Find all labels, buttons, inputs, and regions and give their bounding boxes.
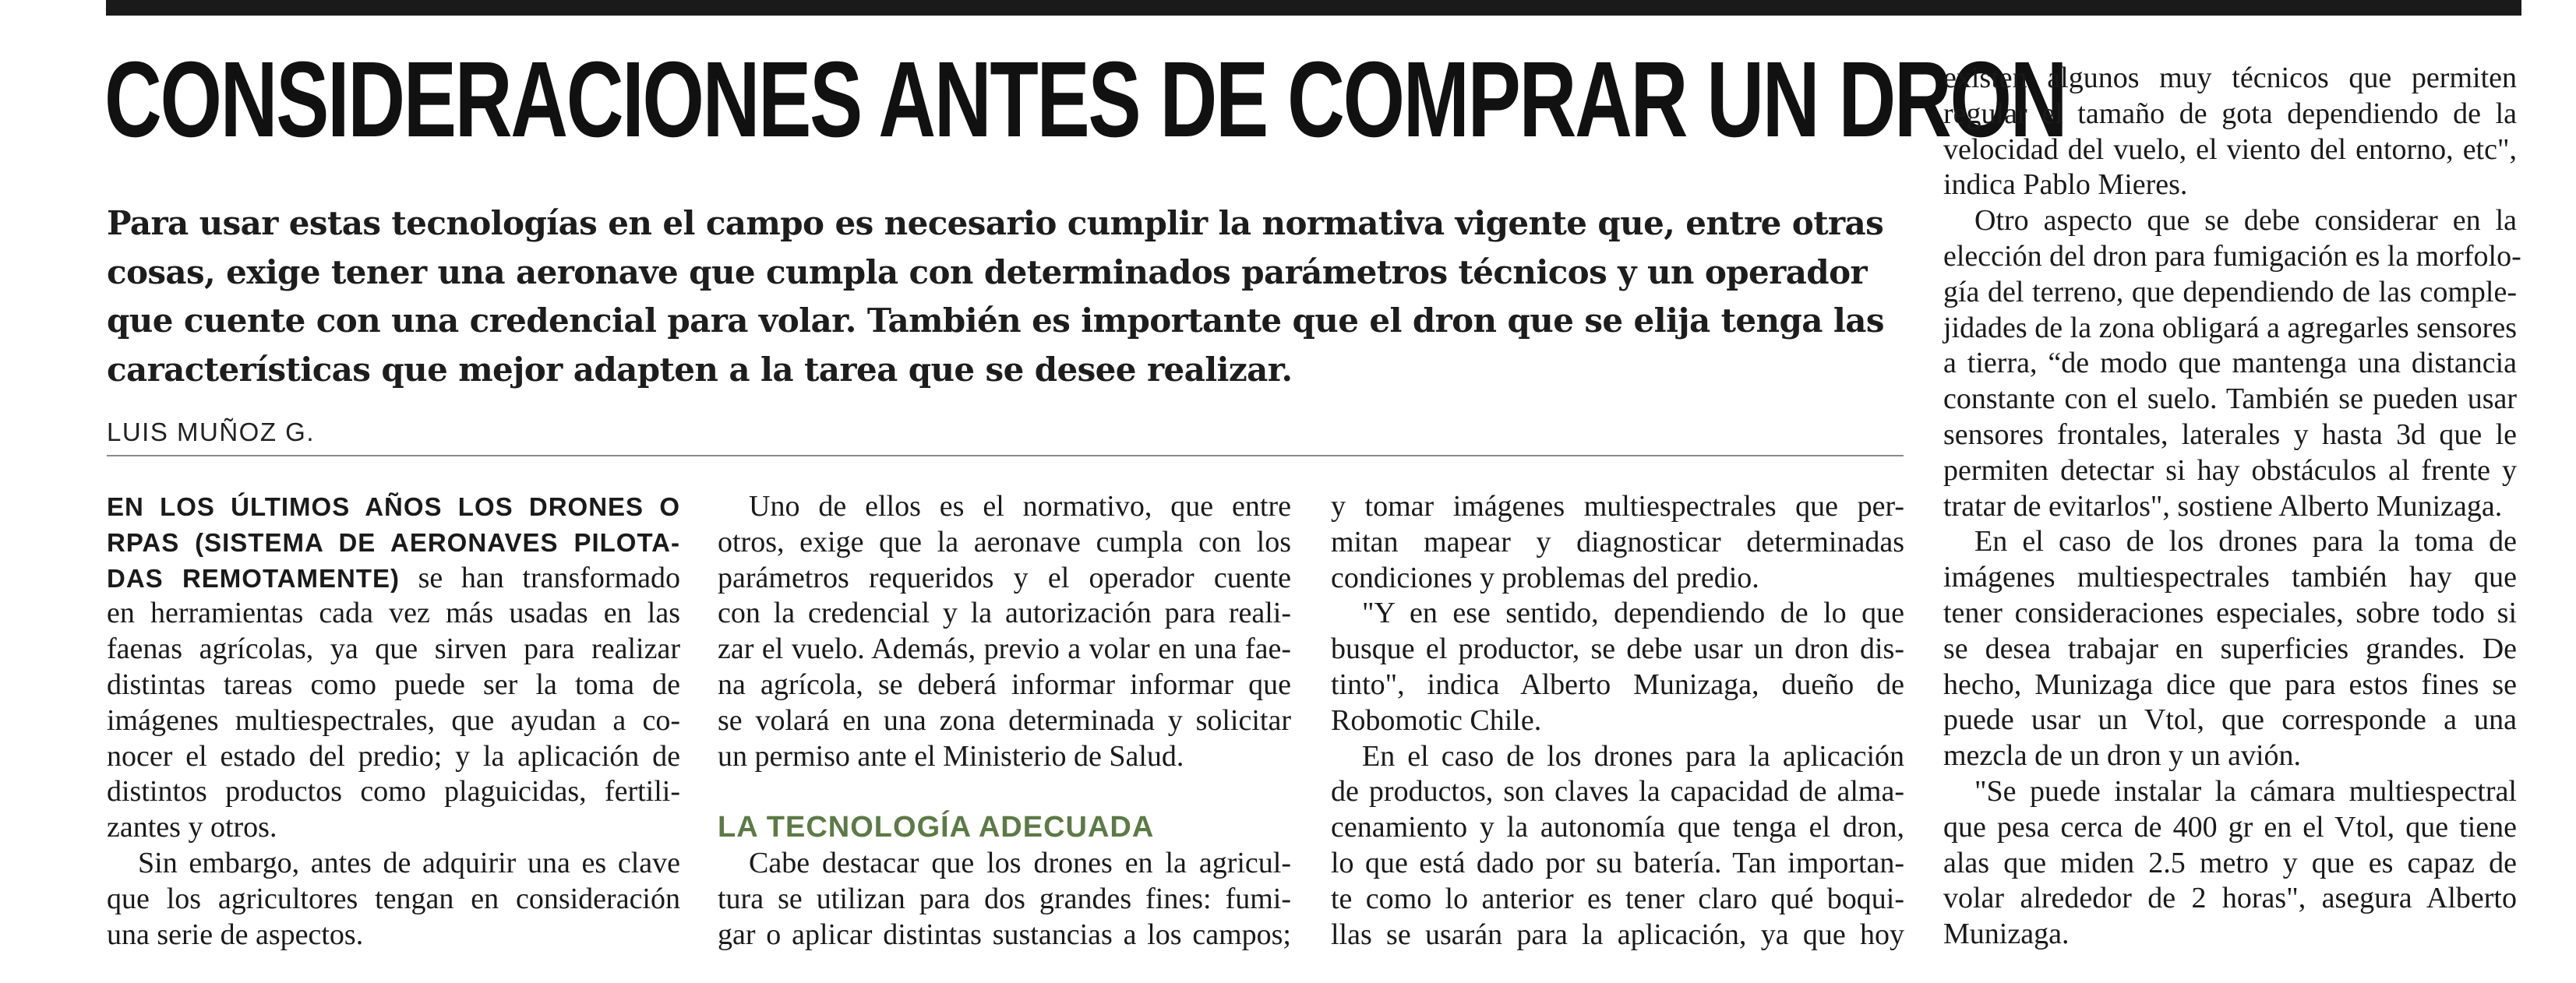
text-line [1943,703,2517,738]
body-text: otros, exige que la aeronave cumpla con los [718,525,1291,558]
body-text: se volará en una zona determinada y solicitar [718,703,1291,737]
body-text: con la credencial y la autorización para reali- [718,597,1291,630]
text-line [1943,632,2517,668]
body-text: regular el tamaño de gota dependiendo de la [1943,97,2517,130]
text-line [1943,596,2517,632]
text-line [718,918,1291,953]
text-line [107,596,680,632]
text-line [1331,703,1904,739]
text-line [1943,203,2517,239]
text-line [1331,882,1904,918]
body-text: velocidad del vuelo, el viento del entorno, etc", [1943,132,2517,166]
body-text: mitan mapear y diagnosticar determinadas [1331,525,1904,558]
standfirst-line: características que mejor adapten a la tarea que se desee realizar. [107,350,1293,389]
body-text: imágenes multiespectrales también hay que [1943,561,2517,594]
text-line [1943,418,2517,453]
text-line [718,525,1291,561]
text-line [107,774,680,810]
article-byline: LUIS MUÑOZ G. [107,418,316,446]
body-text: En el caso de los drones para la aplicación [1362,739,1904,773]
standfirst-line: cosas, exige tener una aeronave que cumpla con determinados parámetros técnicos y un operador [107,252,1868,291]
text-line [1943,275,2517,311]
body-text: a tierra, “de modo que mantenga una distancia [1943,347,2517,380]
text-line [107,810,680,846]
text-line [1943,668,2517,703]
text-line [718,882,1291,918]
text-line [107,846,680,882]
text-line [107,739,680,775]
text-line [107,632,680,668]
text-line [1331,525,1904,561]
text-line [718,632,1291,668]
body-column-3 [1331,489,1904,953]
body-text: hecho, Munizaga dice que para estos fines se [1943,668,2517,701]
text-line [1943,167,2517,203]
body-text: tener consideraciones especiales, sobre todo si [1943,596,2517,629]
body-text: tura se utilizan para dos grandes fines: fumi- [718,882,1291,915]
lead-in-text: EN LOS ÚLTIMOS AÑOS LOS DRONES O [107,492,680,521]
body-text: "Se puede instalar la cámara multiespectral [1974,774,2517,808]
body-text: zantes y otros. [107,811,277,844]
lead-in-text: RPAS (SISTEMA DE AERONAVES PILOTA- [107,527,680,557]
body-text: te como lo anterior es tener claro qué boqui- [1331,882,1904,915]
text-line [718,846,1291,882]
text-line [718,489,1291,525]
paragraph-spacer [718,774,1291,810]
body-text: y tomar imágenes multiespectrales que per- [1331,490,1904,523]
body-text: imágenes multiespectrales, que ayudan a co- [107,703,680,737]
body-text: busque el productor, se debe usar un dron dis- [1331,632,1904,666]
text-line [718,739,1291,775]
text-line [1331,846,1904,882]
article-headline: CONSIDERACIONES ANTES DE COMPRAR UN DRON [104,40,2066,160]
text-line [1331,561,1904,597]
body-text: Cabe destacar que los drones en la agricul- [749,846,1291,879]
body-text: una serie de aspectos. [107,918,364,951]
text-line [1943,881,2517,917]
body-text: jidades de la zona obligará a agregarles sensores [1943,311,2517,344]
body-text: condiciones y problemas del predio. [1331,561,1759,594]
text-line [1943,346,2517,382]
body-text: tinto", indica Alberto Munizaga, dueño de [1331,668,1904,701]
body-column-4 [1943,61,2521,953]
body-text: llas se usarán para la aplicación, ya que hoy [1331,918,1904,951]
body-text: existen algunos muy técnicos que permiten [1943,62,2517,94]
body-text: lo que está dado por su batería. Tan importan- [1331,846,1904,879]
text-line [107,882,680,918]
body-text: distintas tareas como puede ser la toma de [107,668,680,701]
text-line [107,668,680,703]
body-text: gía del terreno, que dependiendo de las comple- [1943,275,2517,308]
text-line [107,489,680,525]
article-standfirst [107,199,1907,394]
text-line [1943,917,2517,953]
body-text: mezcla de un dron y un avión. [1943,739,2302,773]
body-text: Robomotic Chile. [1331,703,1542,737]
body-text: gar o aplicar distintas sustancias a los campos; [718,918,1291,951]
text-line [718,596,1291,632]
body-text: constante con el suelo. También se pueden usar [1943,382,2517,416]
body-text: en herramientas cada vez más usadas en las [107,597,680,630]
body-text: Sin embargo, antes de adquirir una es clave [138,846,680,879]
text-line [1943,810,2517,846]
body-text: se desea trabajar en superficies grandes. De [1943,632,2517,665]
text-line [1943,846,2517,882]
byline-divider [107,455,1904,456]
body-text: na agrícola, se deberá informar informar que [718,668,1291,701]
text-line [1943,239,2521,275]
body-text: faenas agrícolas, ya que sirven para realizar [107,632,680,666]
text-line [1943,311,2517,347]
body-text: distintos productos como plaguicidas, fertili- [107,775,680,809]
standfirst-line: que cuente con una credencial para volar. También es importante que el dron que se elija tenga las [107,301,1884,340]
text-line [1943,738,2517,774]
text-line [718,561,1291,597]
body-text: zar el vuelo. Además, previo a volar en una fae- [718,632,1291,666]
body-text: Uno de ellos es el normativo, que entre [749,490,1291,523]
body-text: alas que miden 2.5 metro y que es capaz de [1943,846,2517,879]
text-line [107,918,680,953]
body-text: En el caso de los drones para la toma de [1974,525,2517,558]
text-line [1943,97,2517,132]
body-text: que los agricultores tengan en consideración [107,882,680,915]
body-column-2 [718,489,1291,953]
body-text: indica Pablo Mieres. [1943,168,2188,202]
text-line [1943,61,2517,97]
text-line [1943,132,2517,168]
text-line [1943,489,2517,525]
text-line [107,703,680,739]
body-text: "Y en ese sentido, dependiendo de lo que [1362,597,1904,630]
body-column-1 [107,489,680,953]
body-text: sensores frontales, laterales y hasta 3d que le [1943,418,2517,451]
body-text: volar alrededor de 2 horas", asegura Alberto [1943,882,2517,915]
text-line [1943,774,2517,810]
text-line [107,525,680,561]
body-text: se han transformado [400,561,680,594]
text-line [1331,774,1904,810]
text-line [1331,918,1904,953]
body-text: que pesa cerca de 400 gr en el Vtol, que tiene [1943,810,2517,844]
text-line [1943,524,2517,560]
text-line [1943,453,2517,489]
text-line [1331,668,1904,703]
body-text: elección del dron para fumigación es la morfolo- [1943,239,2521,273]
text-line [1943,560,2517,596]
body-text: permiten detectar si hay obstáculos al frente y [1943,453,2517,487]
text-line [1331,596,1904,632]
body-text: Otro aspecto que se debe considerar en la [1974,204,2517,238]
text-line [107,561,680,597]
body-text: parámetros requeridos y el operador cuente [718,561,1291,594]
body-text: un permiso ante el Ministerio de Salud. [718,739,1184,773]
body-text: nocer el estado del predio; y la aplicación de [107,739,680,773]
lead-in-text: DAS REMOTAMENTE) [107,563,400,593]
top-rule-bar [106,0,2521,16]
text-line [1943,382,2517,418]
standfirst-line: Para usar estas tecnologías en el campo es necesario cumplir la normativa vigente que, entre otras [107,204,1884,242]
body-text: de productos, son claves la capacidad de alma- [1331,775,1904,809]
text-line [718,668,1291,703]
text-line [1331,489,1904,525]
text-line [718,703,1291,739]
section-subheading: LA TECNOLOGÍA ADECUADA [718,811,1155,844]
body-text: cenamiento y la autonomía que tenga el dron, [1331,811,1904,844]
text-line [1331,632,1904,668]
text-line [1331,739,1904,775]
body-text: tratar de evitarlos", sostiene Alberto Munizaga. [1943,489,2503,523]
body-text: puede usar un Vtol, que corresponde a una [1943,703,2517,737]
text-line [1331,810,1904,846]
body-text: Munizaga. [1943,918,2070,951]
